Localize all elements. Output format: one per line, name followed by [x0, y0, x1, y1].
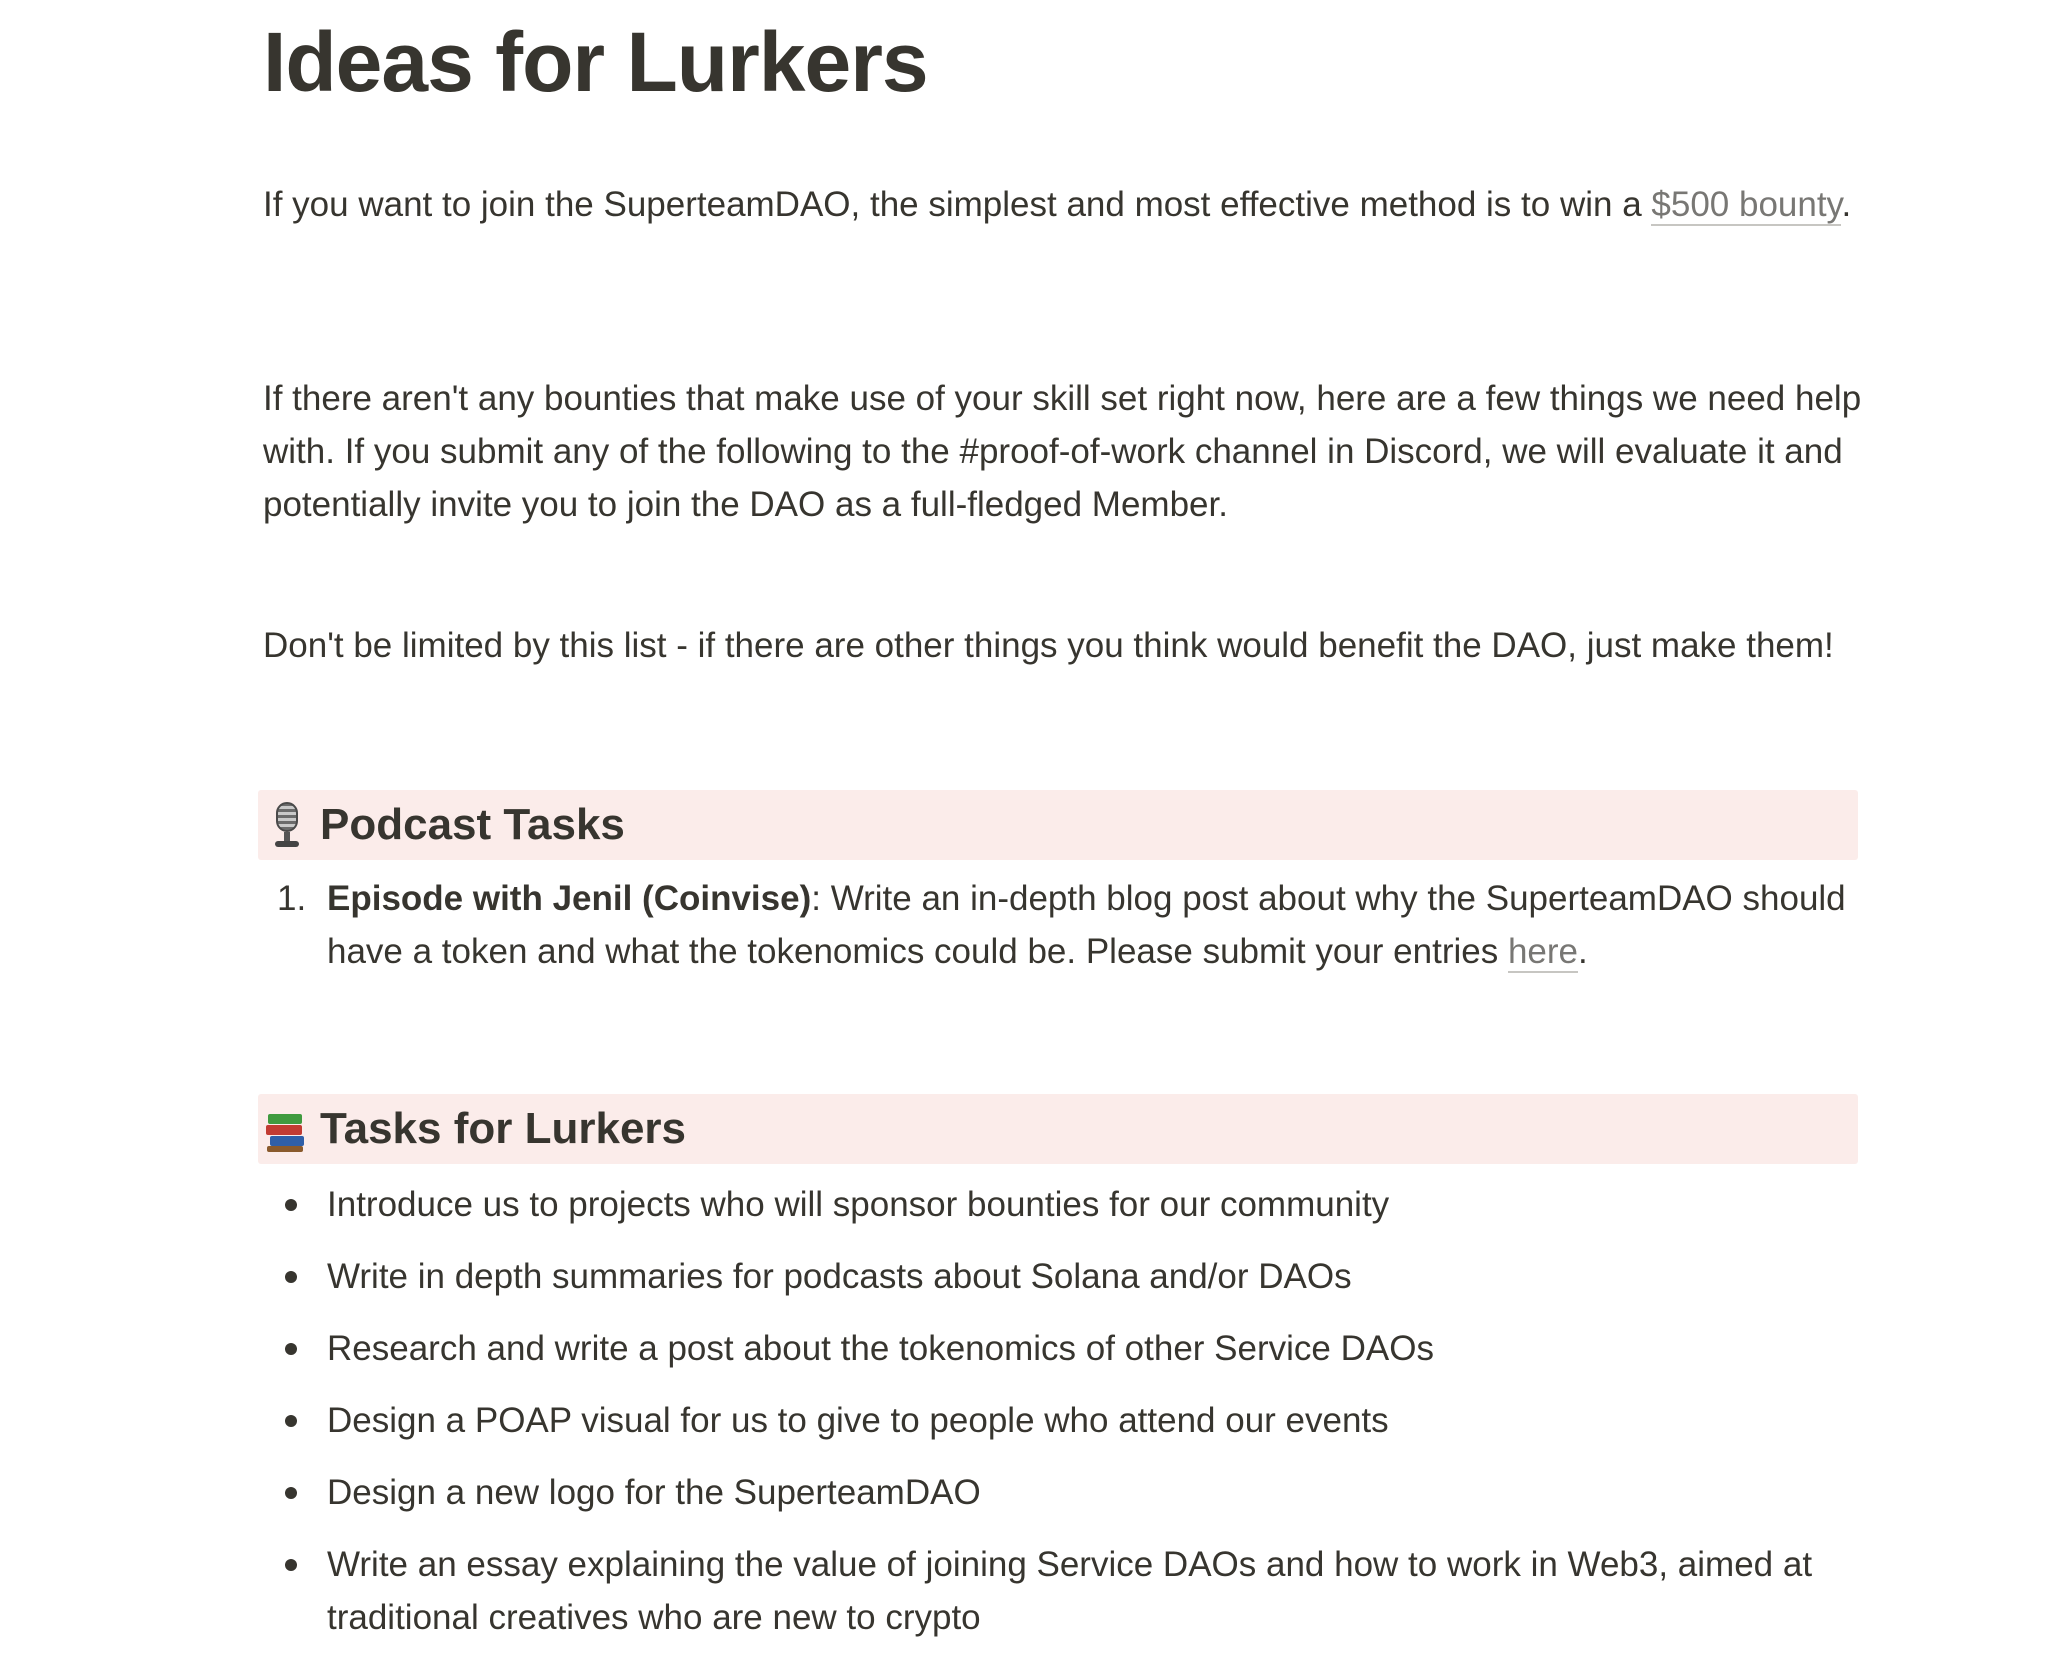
- list-item: [263, 1394, 1863, 1447]
- task-text: Write an essay explaining the value of joining Service DAOs and how to work in Web3, aimed at traditional creatives who are new to crypto: [327, 1545, 1813, 1637]
- list-item: [263, 1250, 1863, 1303]
- list-item: [263, 1466, 1863, 1519]
- lurker-heading-text: Tasks for Lurkers: [320, 1104, 687, 1153]
- bullet-icon: [285, 1343, 297, 1355]
- intro-period: .: [1841, 185, 1852, 224]
- episode-description: : Write an in-depth blog post about why the SuperteamDAO should have a token and what the tokenomics could be. Please submit your entries: [327, 879, 1846, 971]
- bullet-icon: [285, 1415, 297, 1427]
- lurker-task-list: [263, 1178, 1863, 1663]
- list-item: [263, 1178, 1863, 1231]
- bullet-icon: [285, 1487, 297, 1499]
- help-paragraph: If there aren't any bounties that make use of your skill set right now, here are a few things we need help with. If you submit any of the following to the #proof-of-work channel in Discord, we will evaluate it and potentially invite you to join the DAO as a full-fledged Member.: [263, 379, 1862, 524]
- podcast-heading-text: Podcast Tasks: [320, 800, 625, 849]
- bullet-icon: [285, 1559, 297, 1571]
- lurker-tasks-heading: [258, 1094, 1858, 1164]
- limit-paragraph: Don't be limited by this list - if there are other things you think would benefit the DAO, just make them!: [263, 626, 1834, 665]
- list-item: [263, 872, 1863, 978]
- bullet-icon: [285, 1199, 297, 1211]
- podcast-task-list: [263, 872, 1863, 978]
- bullet-icon: [285, 1271, 297, 1283]
- episode-period: .: [1578, 932, 1588, 971]
- podcast-tasks-heading: [258, 790, 1858, 860]
- intro-paragraph: [263, 178, 1863, 231]
- task-text: Introduce us to projects who will sponsor bounties for our community: [327, 1185, 1390, 1224]
- page-title: Ideas for Lurkers: [263, 15, 928, 109]
- intro-text: If you want to join the SuperteamDAO, the simplest and most effective method is to win a: [263, 185, 1652, 224]
- bounty-link[interactable]: $500 bounty: [1651, 185, 1842, 224]
- task-text: Design a POAP visual for us to give to people who attend our events: [327, 1401, 1389, 1440]
- submit-entries-link[interactable]: here: [1507, 932, 1579, 971]
- microphone-icon: [264, 802, 310, 848]
- list-item: [263, 1322, 1863, 1375]
- list-item: [263, 1538, 1863, 1644]
- task-text: Write in depth summaries for podcasts about Solana and/or DAOs: [327, 1257, 1352, 1296]
- books-icon: [264, 1106, 310, 1152]
- list-number: 1.: [277, 879, 307, 918]
- task-text: Research and write a post about the tokenomics of other Service DAOs: [327, 1329, 1434, 1368]
- episode-title: Episode with Jenil (Coinvise): [327, 879, 812, 918]
- task-text: Design a new logo for the SuperteamDAO: [327, 1473, 981, 1512]
